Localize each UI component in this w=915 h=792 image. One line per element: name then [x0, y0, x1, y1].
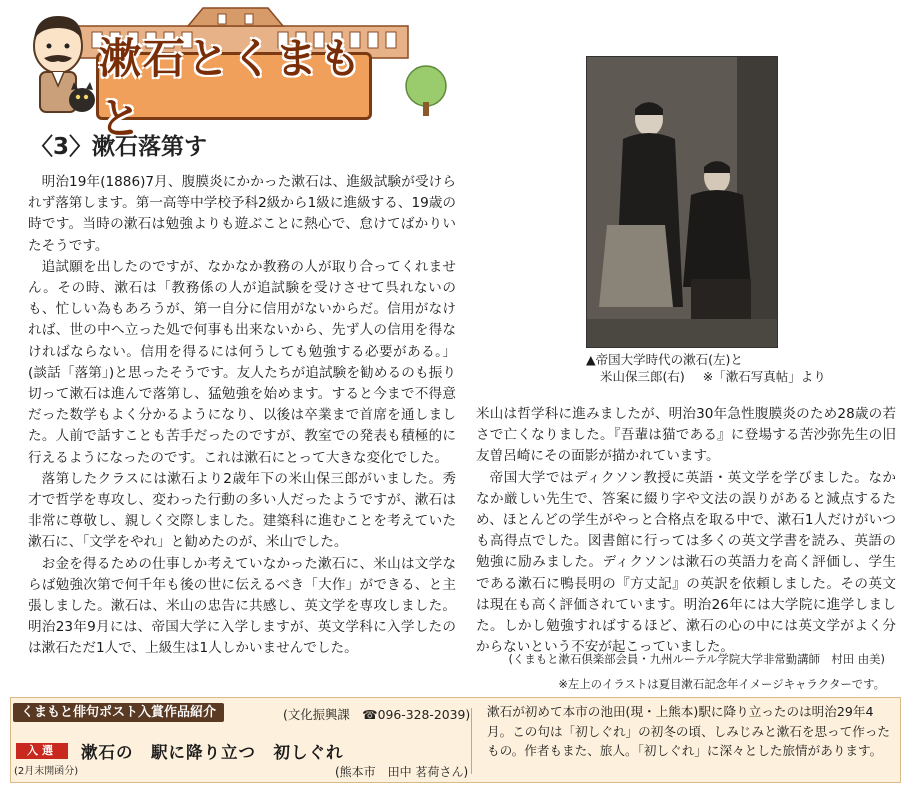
caption-source: ※「漱石写真帖」より	[702, 369, 826, 384]
haiku-poet: (熊本市 田中 茗荷さん)	[335, 765, 469, 779]
article-right-column	[476, 404, 896, 658]
article-paragraph: 明治19年(1886)7月、腹膜炎にかかった漱石は、進級試験が受けられず落第します。第一高等中学校予科2級から1級に進級する、19歳の時です。当時の漱石は勉強よりも遊ぶことに熱心で、怠けてばかりいたそうです。	[28, 174, 456, 254]
article-paragraph: 落第したクラスには漱石より2歳年下の米山保三郎がいました。秀才で哲学を専攻し、変わった行動の多い人だったようですが、漱石は非常に尊敬し、親しく交際しました。建築科に進むことを考えていた漱石に、「文学をやれ」と勧めたのが、米山でした。	[28, 470, 456, 551]
haiku-contact: (文化振興課 ☎096-328-2039)	[283, 707, 471, 722]
illustration-note: ※左上のイラストは夏目漱石記念年イメージキャラクターです。	[558, 677, 885, 691]
award-badge: 入選	[16, 743, 68, 759]
haiku-section-label: くまもと俳句ポスト入賞作品紹介	[13, 703, 224, 722]
haiku-poem: 漱石の 駅に降り立つ 初しぐれ	[81, 743, 344, 762]
article-paragraph: お金を得るための仕事しか考えていなかった漱石に、米山は文学ならば勉強次第で何千年も後の世に伝えるべき「大作」ができる、と主張しました。漱石は、米山の忠告に共感し、英文学を専攻しました。明治23年9月には、帝国大学に入学しますが、英文学科に入学したのは漱石ただ1人で、上級生は1人しかいませんでした。	[28, 555, 456, 657]
haiku-post-box	[10, 697, 901, 783]
author-credit: (くまもと漱石倶楽部会員・九州ルーテル学院大学非常勤講師 村田 由美)	[508, 652, 885, 666]
divider	[471, 708, 472, 774]
photo-two-students-image	[587, 57, 777, 347]
historical-photo	[586, 56, 778, 348]
article-paragraph: 米山は哲学科に進みましたが、明治30年急性腹膜炎のため28歳の若さで亡くなりました。『吾輩は猫である』に登場する苦沙弥先生の旧友曽呂崎にその面影が描かれています。	[476, 406, 896, 465]
photo-caption	[586, 351, 846, 385]
article-left-column	[28, 172, 456, 660]
haiku-comment: 漱石が初めて本市の池田(現・上熊本)駅に降り立ったのは明治29年4月。この句は「初しぐれ」の初冬の頃、しみじみと漱石を思って作ったもの。作者もまた、旅人。「初しぐれ」に深々とした旅情があります。	[487, 704, 890, 759]
section-heading: 〈3〉漱石落第す	[30, 134, 208, 160]
page-title: 漱石とくまもと	[99, 34, 364, 143]
article-paragraph: 追試願を出したのですが、なかなか教務の人が取り合ってくれません。その時、漱石は「教務係の人が追試験を受けさせて呉れないのも、忙しい為もあろうが、第一自分に信用がないからだ。信用がなければ、世の中へ立った処で何事も出来ないから、先ず人の信用を得なければならない。信用を得るには何うしても勉強する必要がある。」(談話「落第」)と思ったそうです。友人たちが追試験を勧めるのも振り切って漱石は進んで落第し、猛勉強を始めます。すると今まで不得意だった数学もよく分かるようになり、以後は卒業まで首席を通しました。人前で話すことも苦手だったのですが、教室での発表も積極的に行えるようになったのです。これは漱石にとって大きな変化でした。	[28, 258, 456, 466]
caption-name: 米山保三郎(右)	[600, 369, 685, 384]
soseki-mascot-illustration	[18, 10, 100, 120]
header-banner	[8, 6, 458, 143]
article-paragraph: 帝国大学ではディクソン教授に英語・英文学を学びました。なかなか厳しい先生で、答案に綴り字や文法の誤りがあると減点するため、ほとんどの学生がやっと合格点を取る中で、漱石1人だけがいつも高得点でした。図書館に行っては多くの英文学書を読み、英語の勉強に励みました。ディクソンは漱石の英語力を高く評価し、学生である漱石に鴨長明の『方丈記』の英訳を依頼しました。その英文は現在も高く評価されています。明治26年には大学院に進学しました。しかし勉強すればするほど、漱石の心の中には英文学がよく分からないという不安が起こっていました。	[476, 469, 896, 656]
caption-line	[586, 368, 846, 385]
caption-line: ▲帝国大学時代の漱石(左)と	[586, 352, 743, 367]
title-box	[96, 34, 372, 143]
haiku-issue: (2月末開函分)	[14, 766, 79, 777]
